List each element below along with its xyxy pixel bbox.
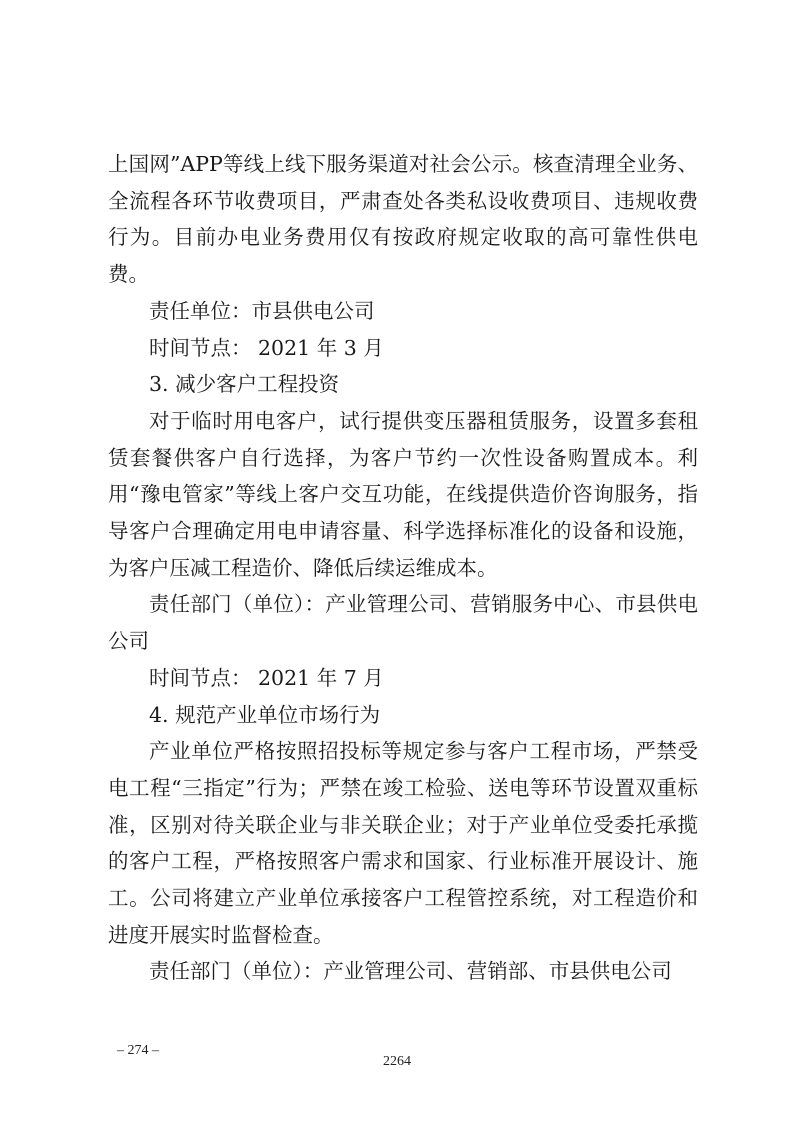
page-number: – 274 – (117, 1043, 159, 1058)
document-number: 2264 (383, 1054, 411, 1069)
paragraph-responsible-unit-1: 责任单位：市县供电公司 (149, 298, 375, 323)
paragraph-responsible-dept-3: 责任部门（单位）：产业管理公司、营销部、市县供电公司 (149, 959, 672, 984)
paragraph-reduce-investment: 对于临时用电客户，试行提供变压器租赁服务，设置多套租赁套餐供客户自行选择，为客户节约一次性设备购置成本。利用“豫电管家”等线上客户交互功能，在线提供造价咨询服务，指导客户合理确定用电申请容量、科学选择标准化的设备和设施，为客户压减工程造价、降低后续运维成本。 (108, 408, 698, 580)
section-heading-3: 3. 减少客户工程投资 (149, 372, 340, 397)
paragraph-responsible-dept-2: 责任部门（单位）：产业管理公司、营销服务中心、市县供电公司 (108, 592, 698, 654)
body-text (108, 146, 698, 990)
paragraph-market-behavior: 产业单位严格按照招投标等规定参与客户工程市场，严禁受电工程“三指定”行为；严禁在竣工检验、送电等环节设置双重标准，区别对待关联企业与非关联企业；对于产业单位受委托承揽的客户工程，严格按照客户需求和国家、行业标准开展设计、施工。公司将建立产业单位承接客户工程管控系统，对工程造价和进度开展实时监督检查。 (108, 739, 698, 947)
paragraph-fee-publicity: 上国网”APP等线上线下服务渠道对社会公示。核查清理全业务、全流程各环节收费项目，严肃查处各类私设收费项目、违规收费行为。目前办电业务费用仅有按政府规定收取的高可靠性供电费。 (108, 152, 698, 287)
paragraph-time-node-2: 时间节点： 2021 年 7 月 (149, 665, 384, 690)
section-heading-4: 4. 规范产业单位市场行为 (149, 702, 381, 727)
paragraph-time-node-1: 时间节点： 2021 年 3 月 (149, 335, 384, 360)
